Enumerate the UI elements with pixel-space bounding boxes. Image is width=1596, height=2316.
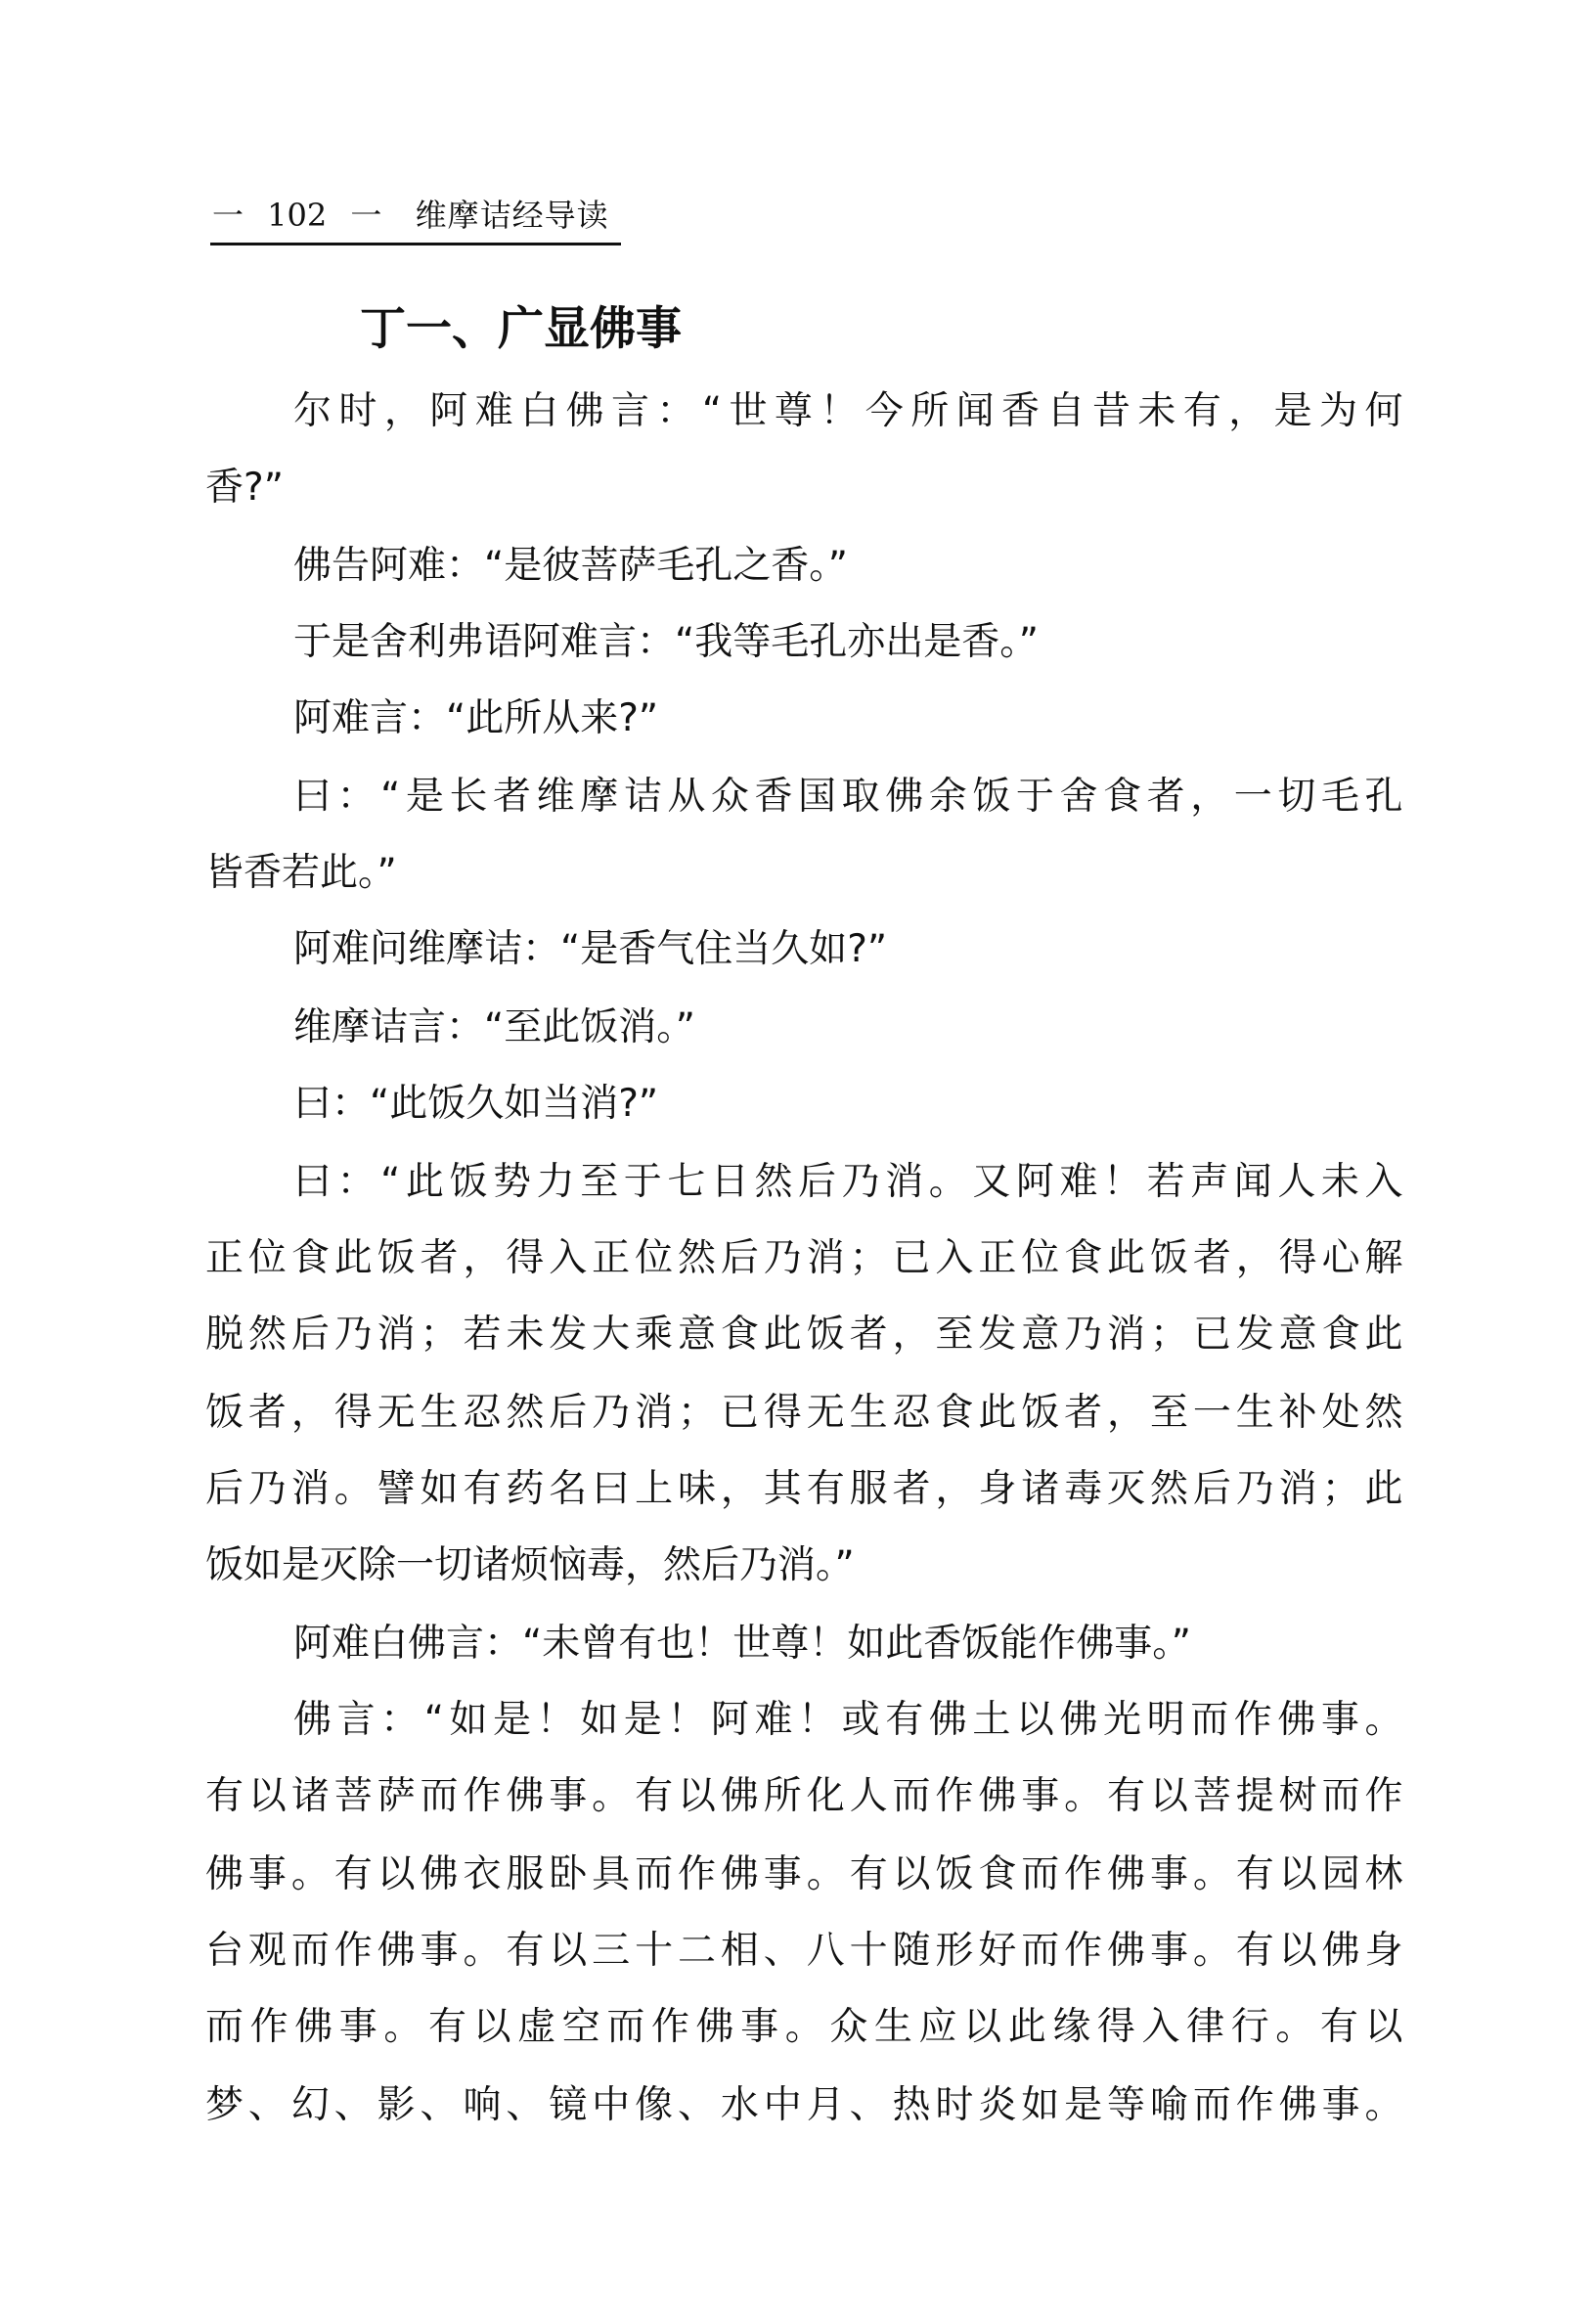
body-line: 饭如是灭除一切诸烦恼毒，然后乃消。” bbox=[205, 1543, 855, 1587]
header-left-dash: 一 bbox=[211, 197, 244, 234]
body-line: 正位食此饭者，得入正位然后乃消；已入正位食此饭者，得心解 bbox=[205, 1236, 1403, 1280]
body-line: 有以诸菩萨而作佛事。有以佛所化人而作佛事。有以菩提树而作 bbox=[205, 1774, 1403, 1818]
body-line: 佛告阿难：“是彼菩萨毛孔之香。” bbox=[293, 544, 848, 588]
body-line: 台观而作佛事。有以三十二相、八十随形好而作佛事。有以佛身 bbox=[205, 1929, 1403, 1973]
body-line: 而作佛事。有以虚空而作佛事。众生应以此缘得入律行。有以 bbox=[205, 2005, 1403, 2049]
body-line: 佛事。有以佛衣服卧具而作佛事。有以饭食而作佛事。有以园林 bbox=[205, 1852, 1403, 1896]
book-title: 维摩诘经导读 bbox=[415, 197, 609, 234]
body-line: 香?” bbox=[205, 466, 284, 510]
body-line: 后乃消。譬如有药名曰上味，其有服者，身诸毒灭然后乃消；此 bbox=[205, 1467, 1403, 1511]
body-line: 曰：“此饭势力至于七日然后乃消。又阿难！若声闻人未入 bbox=[293, 1160, 1403, 1204]
body-line: 皆香若此。” bbox=[205, 851, 397, 895]
body-line: 饭者，得无生忍然后乃消；已得无生忍食此饭者，至一生补处然 bbox=[205, 1391, 1403, 1435]
section-heading: 丁一、广显佛事 bbox=[360, 302, 682, 356]
body-line: 于是舍利弗语阿难言：“我等毛孔亦出是香。” bbox=[293, 620, 1039, 664]
body-line: 梦、幻、影、响、镜中像、水中月、热时炎如是等喻而作佛事。 bbox=[205, 2083, 1403, 2127]
body-line: 脱然后乃消；若未发大乘意食此饭者，至发意乃消；已发意食此 bbox=[205, 1313, 1403, 1357]
body-line: 阿难白佛言：“未曾有也！世尊！如此香饭能作佛事。” bbox=[293, 1622, 1191, 1666]
body-line: 阿难问维摩诘：“是香气住当久如?” bbox=[293, 927, 888, 971]
body-line: 阿难言：“此所从来?” bbox=[293, 696, 659, 740]
body-line: 维摩诘言：“至此饭消。” bbox=[293, 1005, 695, 1049]
body-line: 尔时，阿难白佛言：“世尊！今所闻香自昔未有，是为何 bbox=[293, 389, 1403, 433]
header-right-dash: 一 bbox=[350, 197, 382, 234]
body-line: 佛言：“如是！如是！阿难！或有佛土以佛光明而作佛事。 bbox=[293, 1698, 1403, 1742]
running-header bbox=[210, 192, 621, 245]
page-number: 102 bbox=[267, 197, 328, 234]
body-line: 曰：“是长者维摩诘从众香国取佛余饭于舍食者，一切毛孔 bbox=[293, 775, 1403, 819]
body-line: 曰：“此饭久如当消?” bbox=[293, 1082, 659, 1126]
